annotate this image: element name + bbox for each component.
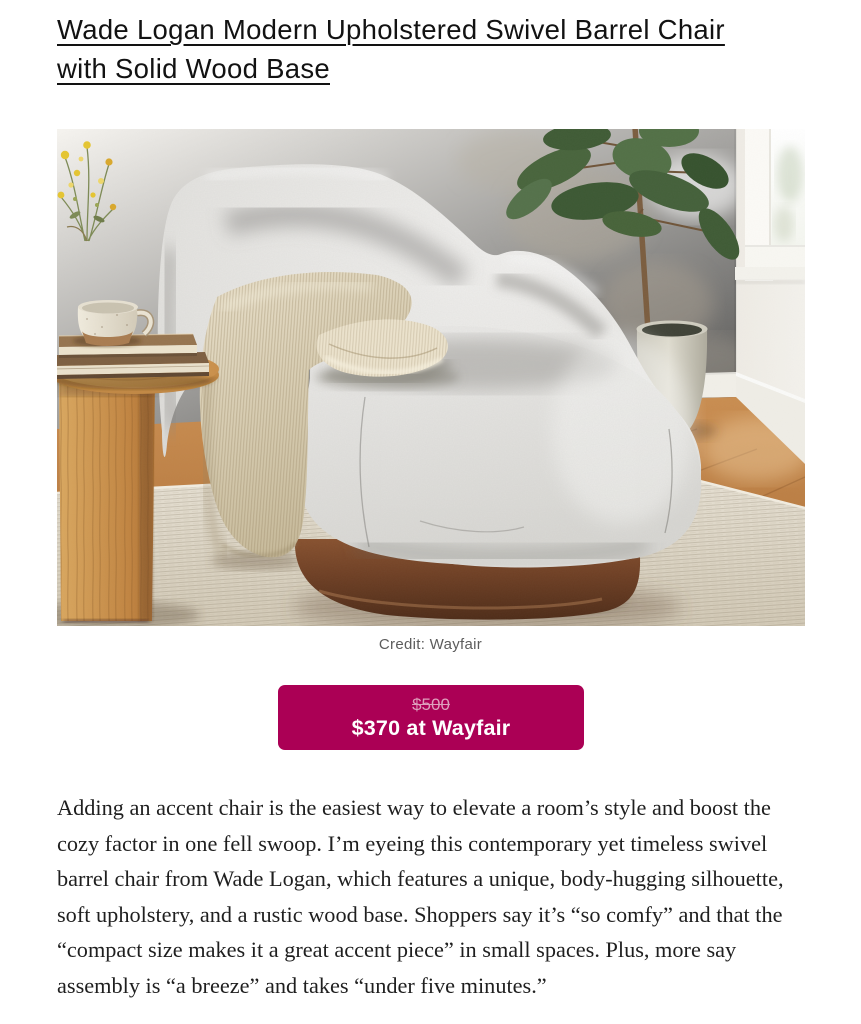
article-paragraph: Adding an accent chair is the easiest way to elevate a room’s style and boost the cozy factor in one fell swoop. I’m eyeing this contemporary yet timeless swivel barrel chair from Wade Logan, which features a unique, body-hugging silhouette, soft upholstery, and a rustic wood base. Shoppers say it’s “so comfy” and that the “compact size makes it a great accent piece” in small spaces. Plus, more say assembly is “a breeze” and takes “under five minutes.”	[57, 795, 784, 998]
sale-price-label: $370 at Wayfair	[351, 715, 511, 740]
image-credit: Credit: Wayfair	[378, 636, 483, 653]
product-title-line-1: Wade Logan Modern Upholstered Swivel Barrel Chair	[57, 14, 725, 45]
original-price: $500	[412, 694, 450, 714]
product-photo	[57, 129, 805, 626]
buy-button[interactable]	[278, 685, 584, 750]
photo-grain	[57, 129, 805, 626]
product-title-link[interactable]	[57, 10, 802, 88]
product-title-line-2: with Solid Wood Base	[57, 53, 330, 84]
